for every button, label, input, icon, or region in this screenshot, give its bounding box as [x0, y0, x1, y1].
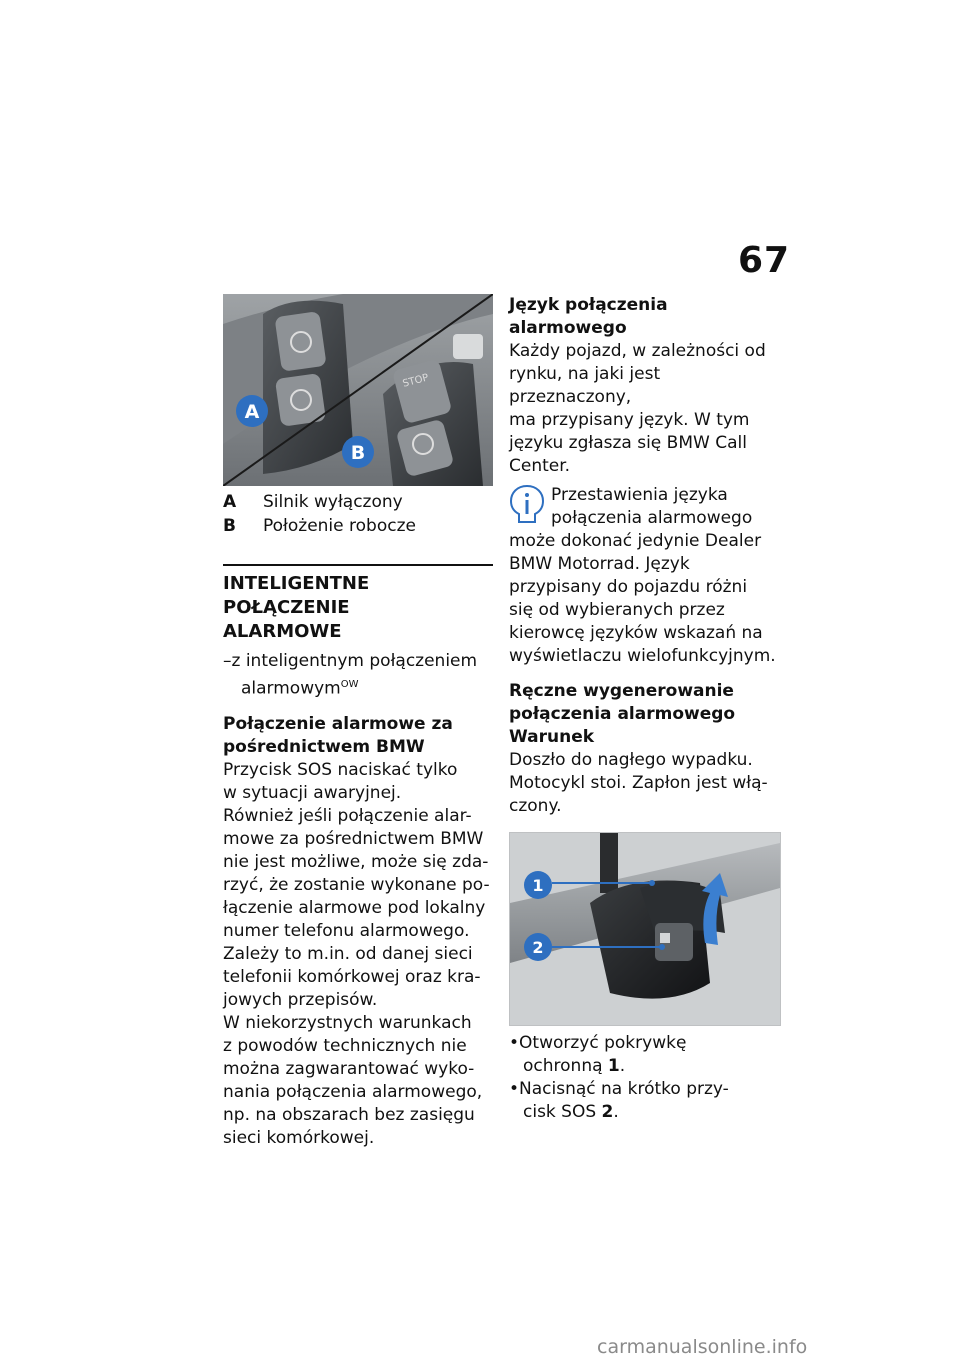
- equipment-note: –z inteligentnym połączeniem alarmowym$^{OW}$: [223, 651, 478, 699]
- info-icon: [509, 484, 545, 524]
- step-list: [509, 1032, 779, 1124]
- condition-title: Warunek: [509, 727, 595, 747]
- section-title: INTELIGENTNE POŁĄCZENIE ALARMOWE: [223, 573, 370, 642]
- info-note: Przestawienia języka połączenia alarmowego: [509, 484, 779, 530]
- figure-label-a: A: [244, 401, 260, 423]
- handlebar-switch-figure: [223, 294, 493, 486]
- body-text: Przycisk SOS naciskać tylko w sytuacji awaryjnej. Również jeśli połączenie alar- mowe za pośrednictwem BMW nie jest możliwe, może się zda- rzyć, że zostanie wykonane po- łączenie alarmowe pod lokalny numer telefonu alarmowego. Zależy to m.in. od danej sieci telefonii komórkowej oraz kra- jowych przepisów. W niekorzystnych warunkach z powodów technicznych nie można zagwarantować wyko- nania połączenia alarmowego, np. na obszarach bez zasięgu sieci komórkowej.: [223, 759, 490, 1148]
- watermark: carmanualsonline.info: [597, 1336, 808, 1358]
- language-paragraph: Każdy pojazd, w zależności od rynku, na jaki jest przeznaczony, ma przypisany język. W tym języku zgłasza się BMW Call Center.: [509, 341, 766, 476]
- figure-label-b: B: [350, 442, 366, 464]
- right-column: Język połączenia alarmowego Każdy pojazd, w zależności od rynku, na jaki jest przeznaczony, ma przypisany język. W tym języku zgłasza się BMW Call Center. Przestawienia języka połączenia alarmowego może dokonać jedynie Dealer BMW Motorrad. Język przypisany do pojazdu różni się od wybieranych przez kierowcę języków wskazań na wyświetlaczu wielofunkcyjnym. Ręczne wygenerowanie połączenia alarmowego Warunek Doszło do nagłego wypadku. Motocykl stoi. Zapłon jest włą- czony. 1 2 •Otworzyć pokrywkę ochronną 1. •Nacisnąć na krótko przy- cisk SOS 2.: [509, 294, 779, 1124]
- subheading: Połączenie alarmowe za pośrednictwem BMW: [223, 713, 453, 757]
- legend-row: A Silnik wyłączony: [223, 492, 403, 512]
- page-number: 67: [738, 240, 791, 281]
- figure-legend: [223, 490, 493, 538]
- section-divider: [223, 564, 493, 566]
- sos-button-figure: [509, 832, 781, 1026]
- list-item: •Nacisnąć na krótko przy- cisk SOS 2.: [509, 1079, 729, 1122]
- figure-label-2: 2: [532, 938, 544, 957]
- legend-row: B Położenie robocze: [223, 516, 416, 536]
- manual-call-heading: Ręczne wygenerowanie połączenia alarmowego: [509, 681, 736, 724]
- left-column: [223, 294, 493, 1150]
- language-heading: Język połączenia alarmowego: [509, 295, 668, 338]
- condition-text: Doszło do nagłego wypadku. Motocykl stoi. Zapłon jest włą- czony.: [509, 750, 768, 816]
- list-item: •Otworzyć pokrywkę ochronną 1.: [509, 1033, 687, 1076]
- stop-label: STOP: [401, 372, 430, 390]
- figure-label-1: 1: [532, 876, 544, 895]
